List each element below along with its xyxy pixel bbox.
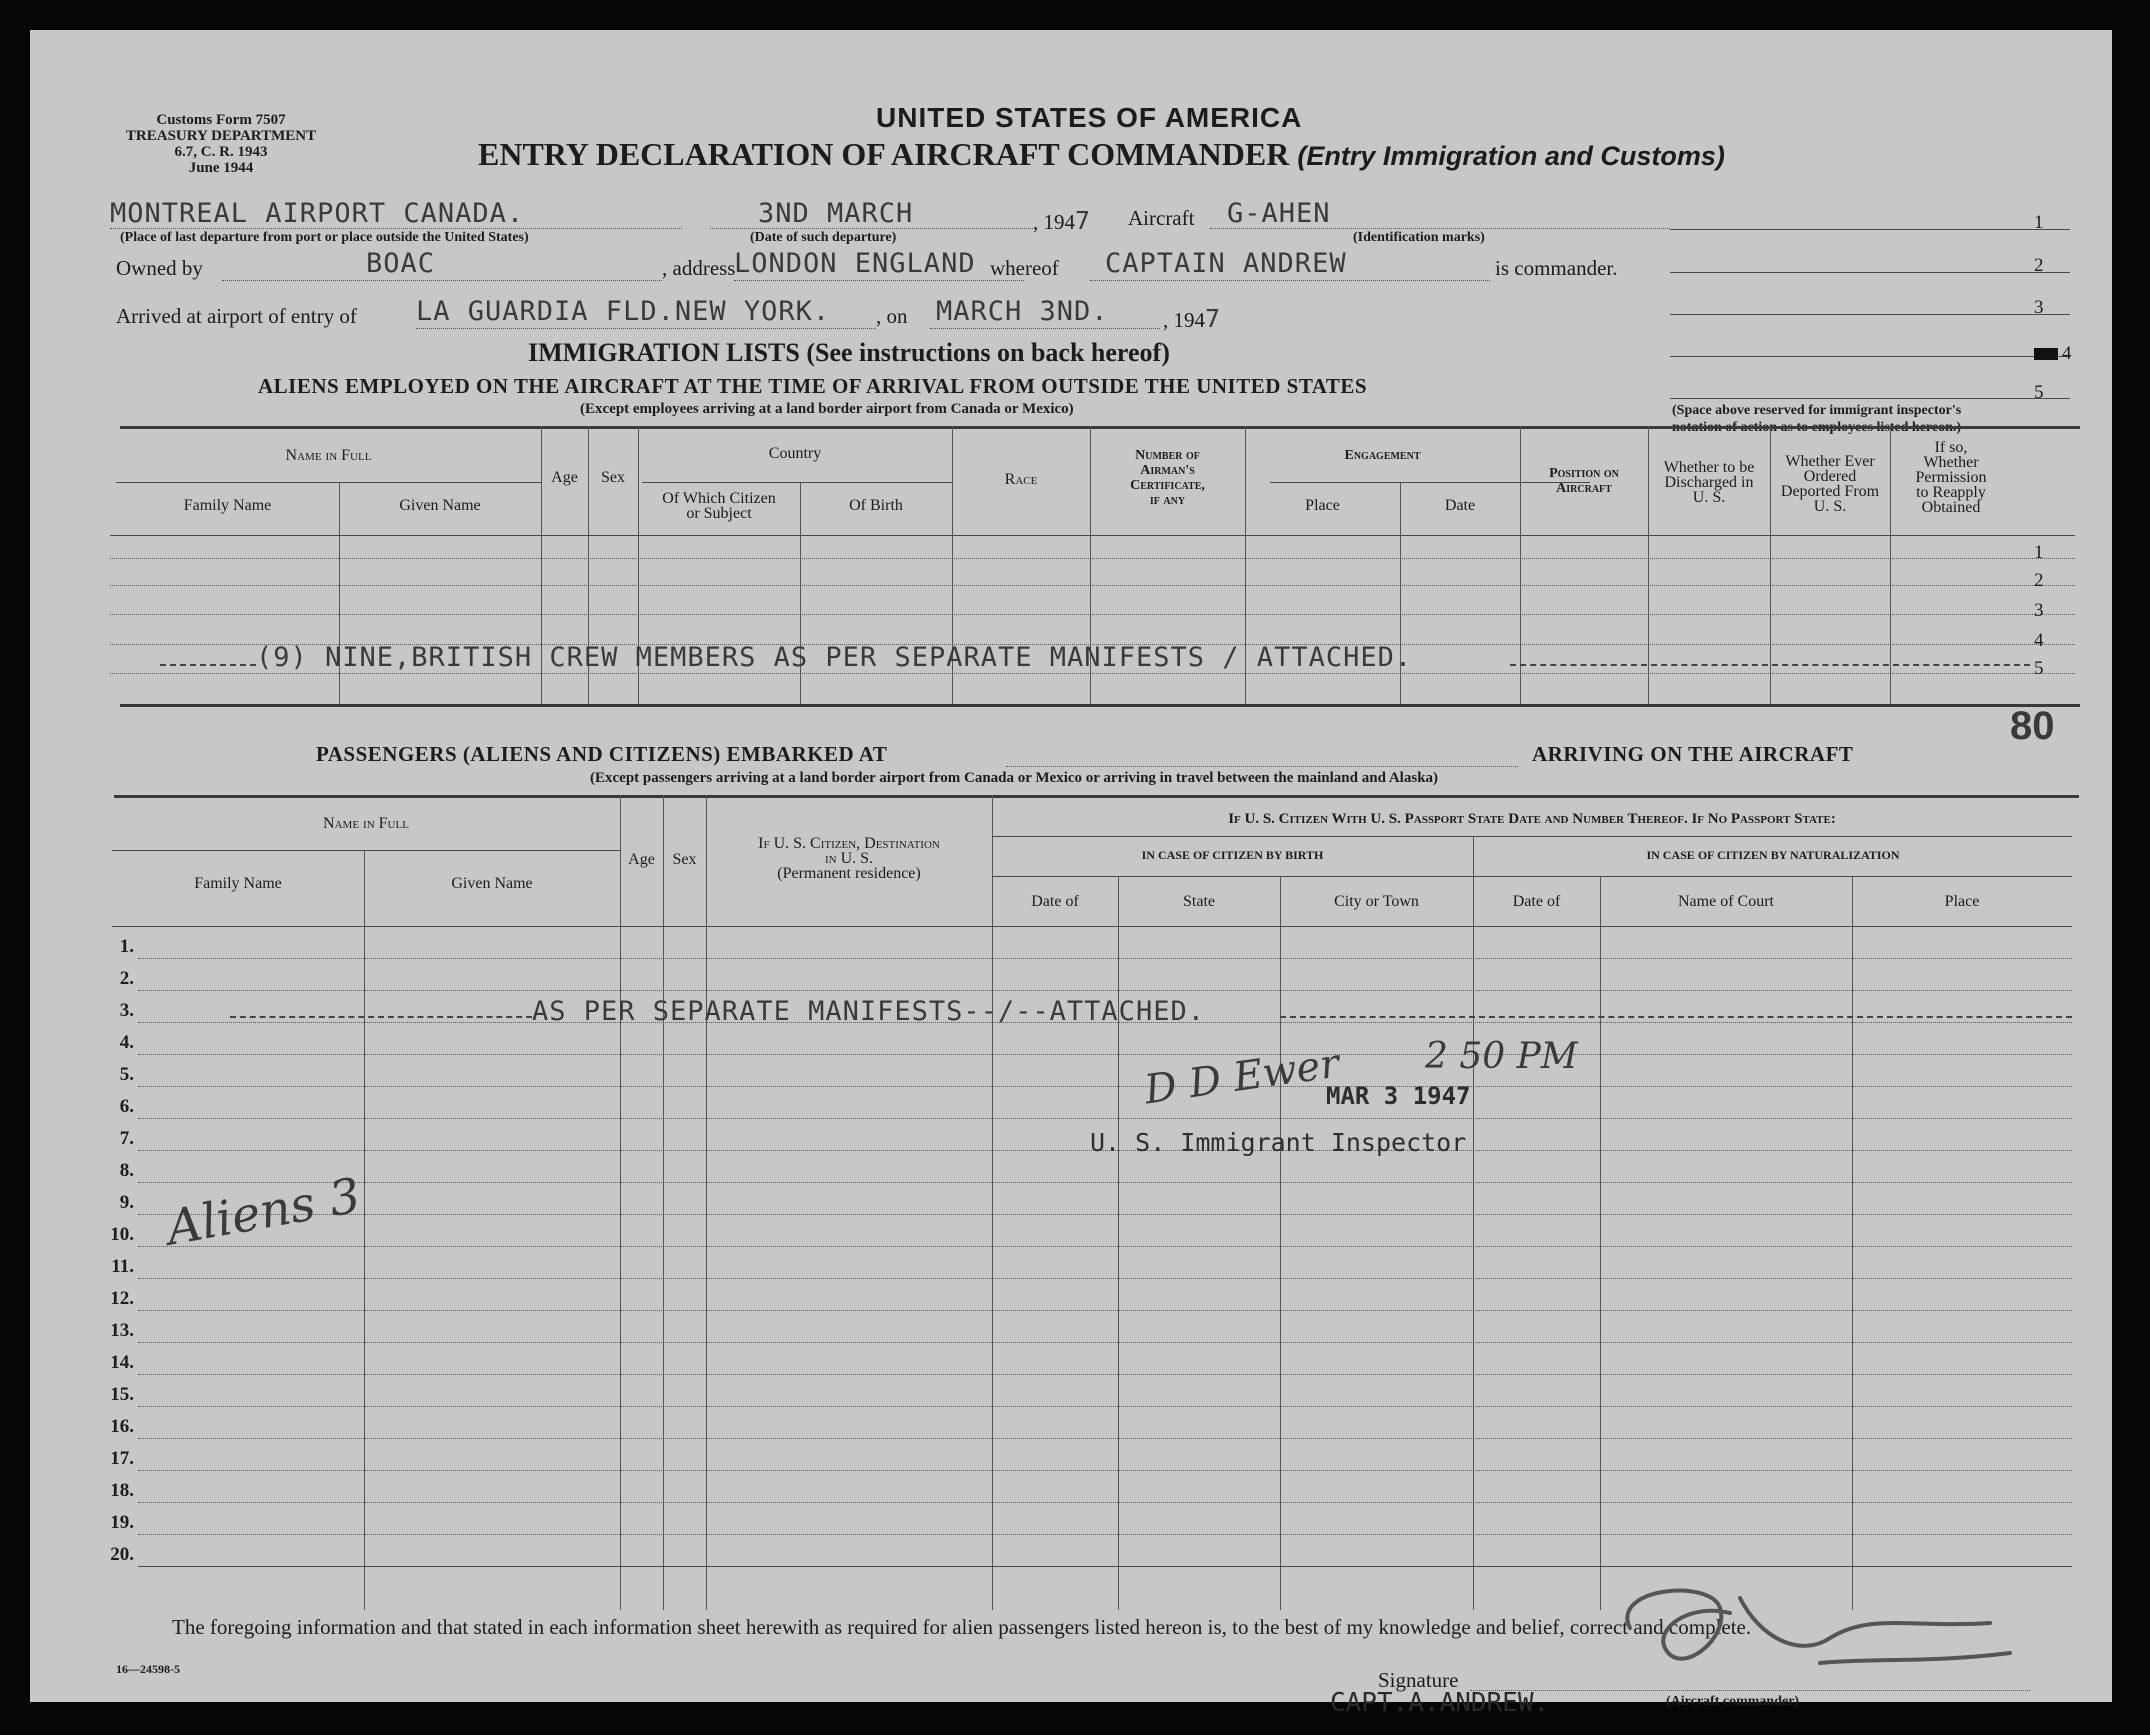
immigration-title: IMMIGRATION LISTS (See instructions on back hereof) xyxy=(528,338,1170,367)
crew-col-engagement: Engagement xyxy=(1344,448,1421,463)
crew-col-country: Country xyxy=(768,445,822,462)
departure-place-caption: (Place of last departure from port or place outside the United States) xyxy=(120,230,529,245)
aircraft-label: Aircraft xyxy=(1128,206,1195,230)
stamp-time: 2 50 PM xyxy=(1425,1036,1578,1077)
arrival-airport: LA GUARDIA FLD.NEW YORK. xyxy=(416,296,831,327)
arrived-label: Arrived at airport of entry of xyxy=(116,304,357,328)
crew-col-family: Family Name xyxy=(183,497,272,514)
passenger-row-number: 1. xyxy=(119,936,134,957)
crew-row-num-3: 3 xyxy=(2034,600,2044,621)
whereof-label: whereof xyxy=(990,256,1059,280)
crew-col-certificate: Number of Airman's Certificate, if any xyxy=(1130,448,1205,508)
crew-col-name: Name in Full xyxy=(285,447,372,464)
id-marks-caption: (Identification marks) xyxy=(1353,230,1485,245)
pass-col-date-of-1: Date of xyxy=(1031,893,1079,910)
on-label: , on xyxy=(876,304,908,328)
commander-typed-name: CAPT.A.ANDREW. xyxy=(1330,1688,1550,1718)
passenger-row-line xyxy=(138,1182,2072,1183)
pass-col-sex: Sex xyxy=(672,851,697,868)
passenger-row-number: 18. xyxy=(110,1480,134,1501)
departure-date-caption: (Date of such departure) xyxy=(750,230,897,245)
pass-col-name: Name in Full xyxy=(323,815,409,832)
crew-col-date: Date xyxy=(1444,497,1476,514)
commander-signature xyxy=(1570,1568,2030,1698)
passenger-row-line xyxy=(138,1502,2072,1503)
page-tally: 80 xyxy=(2010,704,2055,748)
pass-col-state: State xyxy=(1183,893,1215,910)
year-prefix-2: , 1947 xyxy=(1163,304,1222,333)
commander-caption: (Aircraft commander) xyxy=(1666,1694,1800,1709)
inspector-signature: D D Ewer xyxy=(1141,1040,1343,1114)
form-number: Customs Form 7507 TREASURY DEPARTMENT 6.7, C. R. 1943 June 1944 xyxy=(125,112,317,176)
pass-col-naturalization: IN CASE OF CITIZEN BY NATURALIZATION xyxy=(1646,848,1900,862)
immigration-subtitle: ALIENS EMPLOYED ON THE AIRCRAFT AT THE TIME OF ARRIVAL FROM OUTSIDE THE UNITED STATES xyxy=(258,374,1368,398)
crew-col-sex: Sex xyxy=(601,469,625,486)
passengers-arriving: ARRIVING ON THE AIRCRAFT xyxy=(1532,742,1854,766)
passenger-row-line xyxy=(138,990,2072,991)
passenger-row-line xyxy=(138,1086,2072,1087)
passenger-row-number: 9. xyxy=(119,1192,134,1213)
departure-date: 3ND MARCH xyxy=(758,198,914,229)
passenger-row-number: 12. xyxy=(110,1288,134,1309)
owned-by-label: Owned by xyxy=(116,256,203,280)
print-code: 16—24598-5 xyxy=(116,1662,180,1676)
pass-col-date-of-2: Date of xyxy=(1512,893,1561,910)
passenger-row-line xyxy=(138,1470,2072,1471)
passengers-title: PASSENGERS (ALIENS AND CITIZENS) EMBARKED AT xyxy=(316,742,888,766)
passenger-row-number: 11. xyxy=(111,1256,134,1277)
passenger-row-line xyxy=(138,1566,2072,1567)
passenger-row-line xyxy=(138,1534,2072,1535)
passenger-row-line xyxy=(138,1342,2072,1343)
form-title: ENTRY DECLARATION OF AIRCRAFT COMMANDER (Entry Immigration and Customs) xyxy=(478,136,1725,172)
passenger-row-number: 7. xyxy=(119,1128,134,1149)
passenger-row-line xyxy=(138,958,2072,959)
passenger-row-number: 6. xyxy=(119,1096,134,1117)
arrival-date: MARCH 3ND. xyxy=(936,296,1109,327)
passenger-row-line xyxy=(138,1054,2072,1055)
passenger-row-number: 10. xyxy=(110,1224,134,1245)
crew-col-place: Place xyxy=(1305,497,1340,514)
reserved-caption: (Space above reserved for immigrant inspector's notation of action as to employees listed hereon.) xyxy=(1672,403,1962,435)
passenger-row-line xyxy=(138,1438,2072,1439)
passenger-row-number: 13. xyxy=(110,1320,134,1341)
crew-row-num-1: 1 xyxy=(2034,542,2044,563)
reserved-line-3: 3 xyxy=(2034,297,2044,318)
pass-col-given: Given Name xyxy=(451,875,533,892)
pass-col-passport: If U. S. Citizen With U. S. Passport State Date and Number Thereof. If No Passport State: xyxy=(1228,811,1836,827)
pass-col-city: City or Town xyxy=(1334,893,1419,910)
pass-col-court: Name of Court xyxy=(1678,893,1774,910)
passenger-row-number: 4. xyxy=(119,1032,134,1053)
passenger-row-line xyxy=(138,1374,2072,1375)
crew-col-given: Given Name xyxy=(399,497,481,514)
form-sheet xyxy=(30,30,2112,1718)
owner-address: LONDON ENGLAND xyxy=(734,248,976,279)
passenger-row-line xyxy=(138,1278,2072,1279)
crew-col-discharged: Whether to be Discharged in U. S. xyxy=(1663,459,1755,506)
commander-name: CAPTAIN ANDREW xyxy=(1105,248,1347,279)
immigration-note: (Except employees arriving at a land border airport from Canada or Mexico) xyxy=(580,401,1074,417)
crew-col-position: Position on Aircraft xyxy=(1549,466,1619,496)
departure-place: MONTREAL AIRPORT CANADA. xyxy=(110,198,525,229)
pass-col-by-birth: IN CASE OF CITIZEN BY BIRTH xyxy=(1141,848,1324,862)
passenger-row-number: 8. xyxy=(119,1160,134,1181)
pass-col-place: Place xyxy=(1944,893,1980,910)
passenger-row-number: 16. xyxy=(110,1416,134,1437)
passenger-entry: AS PER SEPARATE MANIFESTS--/--ATTACHED. xyxy=(532,996,1205,1027)
is-commander-label: is commander. xyxy=(1495,256,1618,280)
passenger-row-number: 20. xyxy=(110,1544,134,1565)
crew-col-citizen: Of Which Citizen or Subject xyxy=(662,490,776,522)
pass-col-destination: If U. S. Citizen, Destination in U. S. (Permanent residence) xyxy=(758,835,940,882)
passenger-row-number: 2. xyxy=(119,968,134,989)
passenger-row-line xyxy=(138,1406,2072,1407)
address-label: , address xyxy=(662,256,736,280)
stamp-date: MAR 3 1947 xyxy=(1326,1082,1471,1110)
passenger-row-number: 3. xyxy=(119,1000,134,1021)
aliens-count-note: Aliens 3 xyxy=(162,1167,365,1257)
passenger-row-line xyxy=(138,1214,2072,1215)
crew-col-permission: If so, Whether Permission to Reapply Obtained xyxy=(1915,439,1987,516)
reserved-line-2: 2 xyxy=(2034,255,2044,276)
aircraft-marks: G-AHEN xyxy=(1227,198,1331,229)
crew-col-birth: Of Birth xyxy=(849,497,903,514)
passenger-row-number: 19. xyxy=(110,1512,134,1533)
passenger-row-number: 15. xyxy=(110,1384,134,1405)
crew-row-num-5: 5 xyxy=(2034,658,2044,679)
crew-col-race: Race xyxy=(1004,471,1038,488)
crew-entry: (9) NINE,BRITISH CREW MEMBERS AS PER SEPARATE MANIFESTS / ATTACHED. xyxy=(256,642,1413,673)
reserved-line-1: 1 xyxy=(2034,212,2044,233)
country-title: UNITED STATES OF AMERICA xyxy=(876,102,1303,133)
passenger-row-line xyxy=(138,1246,2072,1247)
passenger-row-number: 5. xyxy=(119,1064,134,1085)
passenger-row-number: 17. xyxy=(110,1448,134,1469)
stamp-title: U. S. Immigrant Inspector xyxy=(1090,1128,1467,1157)
passenger-row-line xyxy=(138,1310,2072,1311)
pass-col-age: Age xyxy=(628,851,655,868)
crew-col-deported: Whether Ever Ordered Deported From U. S. xyxy=(1780,453,1880,515)
signature-label: Signature xyxy=(1378,1668,1459,1692)
year-prefix-1: , 1947 xyxy=(1033,206,1092,235)
reserved-line-5: 5 xyxy=(2034,382,2044,403)
crew-col-age: Age xyxy=(551,469,578,486)
crew-row-num-4: 4 xyxy=(2034,630,2044,651)
pass-col-family: Family Name xyxy=(194,875,282,892)
passenger-row-line xyxy=(138,1118,2072,1119)
crew-row-num-2: 2 xyxy=(2034,570,2044,591)
passenger-row-number: 14. xyxy=(110,1352,134,1373)
passengers-note: (Except passengers arriving at a land border airport from Canada or Mexico or arriving in travel between the mainland and Alaska) xyxy=(590,770,1439,786)
owner: BOAC xyxy=(366,248,436,279)
reserved-line-4: 4 xyxy=(2034,348,2072,360)
certification-text: The foregoing information and that stated in each information sheet herewith as required for alien passengers listed hereon is, to the best of my knowledge and belief, correct and complete. xyxy=(172,1615,1752,1639)
